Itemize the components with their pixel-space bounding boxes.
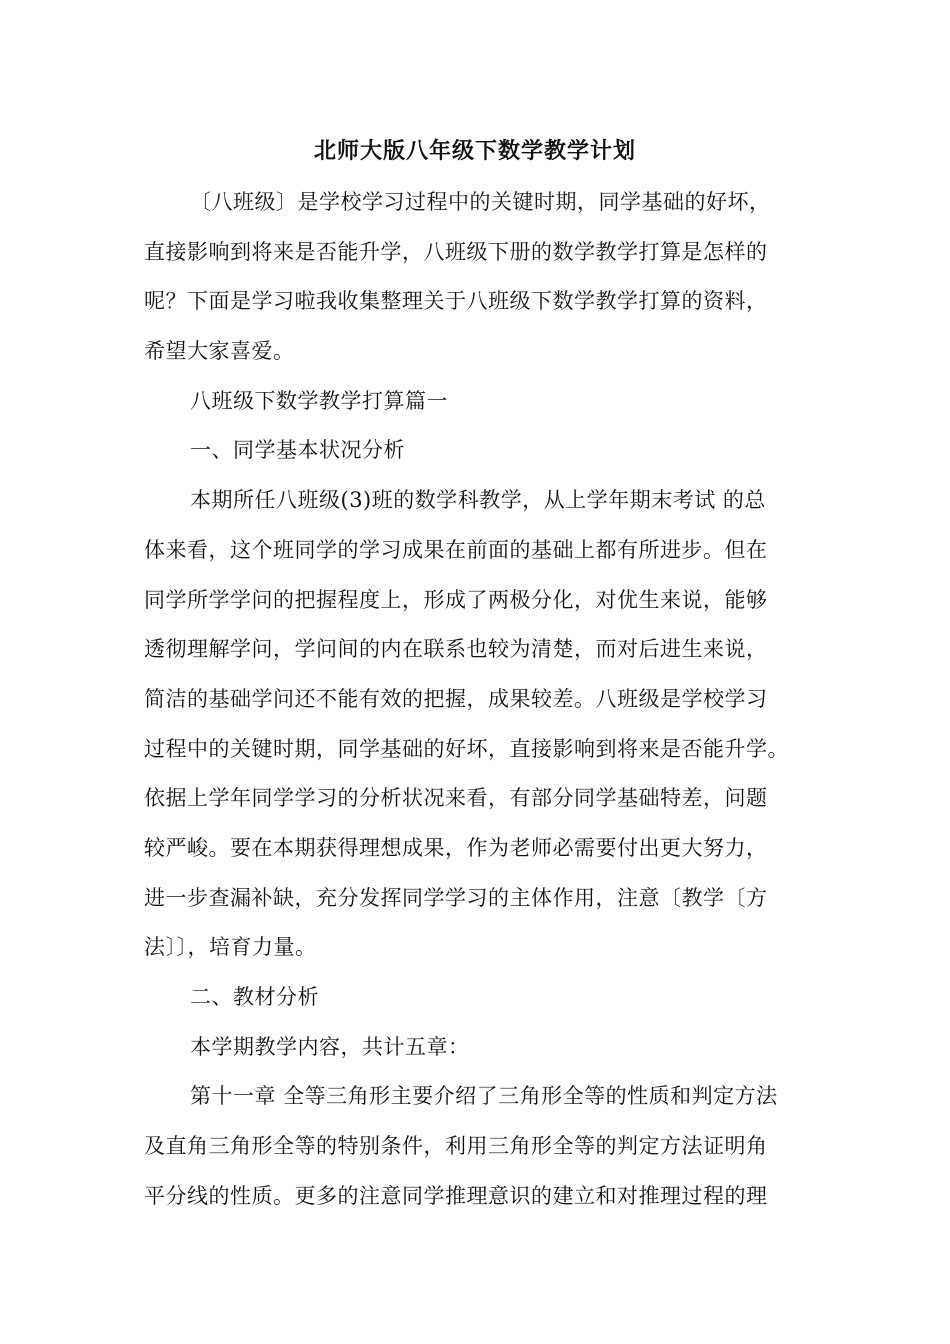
paragraph-line: 依据上学年同学学习的分析状况来看，有部分同学基础特差，问题 xyxy=(144,786,768,810)
paragraph-line: 〔八班级〕是学校学习过程中的关键时期，同学基础的好坏， xyxy=(190,190,771,214)
paragraph-line: 体来看，这个班同学的学习成果在前面的基础上都有所进步。但在 xyxy=(144,538,768,562)
paragraph-line: 及直角三角形全等的特别条件，利用三角形全等的判定方法证明角 xyxy=(144,1134,768,1158)
paragraph-line: 较严峻。要在本期获得理想成果，作为老师必需要付出更大努力， xyxy=(144,836,768,860)
section-heading: 一、同学基本状况分析 xyxy=(190,438,405,462)
paragraph-line: 透彻理解学问，学问间的内在联系也较为清楚，而对后进生来说， xyxy=(144,637,768,661)
paragraph-line: 简洁的基础学问还不能有效的把握，成果较差。八班级是学校学习 xyxy=(144,687,768,711)
paragraph-line: 同学所学学问的把握程度上，形成了两极分化，对优生来说，能够 xyxy=(144,588,768,612)
paragraph-line: 直接影响到将来是否能升学，八班级下册的数学教学打算是怎样的 xyxy=(144,240,768,264)
paragraph-line: 呢？下面是学习啦我收集整理关于八班级下数学教学打算的资料， xyxy=(144,289,768,313)
paragraph-line: 第十一章 全等三角形主要介绍了三角形全等的性质和判定方法 xyxy=(190,1084,778,1108)
paragraph-line: 进一步查漏补缺，充分发挥同学学习的主体作用，注意〔教学〔方 xyxy=(144,886,768,910)
paragraph-line: 过程中的关键时期，同学基础的好坏，直接影响到将来是否能升学。 xyxy=(144,737,789,761)
paragraph-line: 本期所任八班级(3)班的数学科教学，从上学年期末考试 的总 xyxy=(190,488,766,512)
paragraph-line: 平分线的性质。更多的注意同学推理意识的建立和对推理过程的理 xyxy=(144,1184,768,1208)
paragraph-line: 希望大家喜爱。 xyxy=(144,339,295,363)
paragraph-line: 本学期教学内容，共计五章： xyxy=(190,1035,470,1059)
section-heading: 八班级下数学教学打算篇一 xyxy=(190,389,448,413)
section-heading: 二、教材分析 xyxy=(190,985,319,1009)
document-title: 北师大版八年级下数学教学计划 xyxy=(313,139,636,164)
paragraph-line: 法〕〕，培育力量。 xyxy=(144,935,317,959)
